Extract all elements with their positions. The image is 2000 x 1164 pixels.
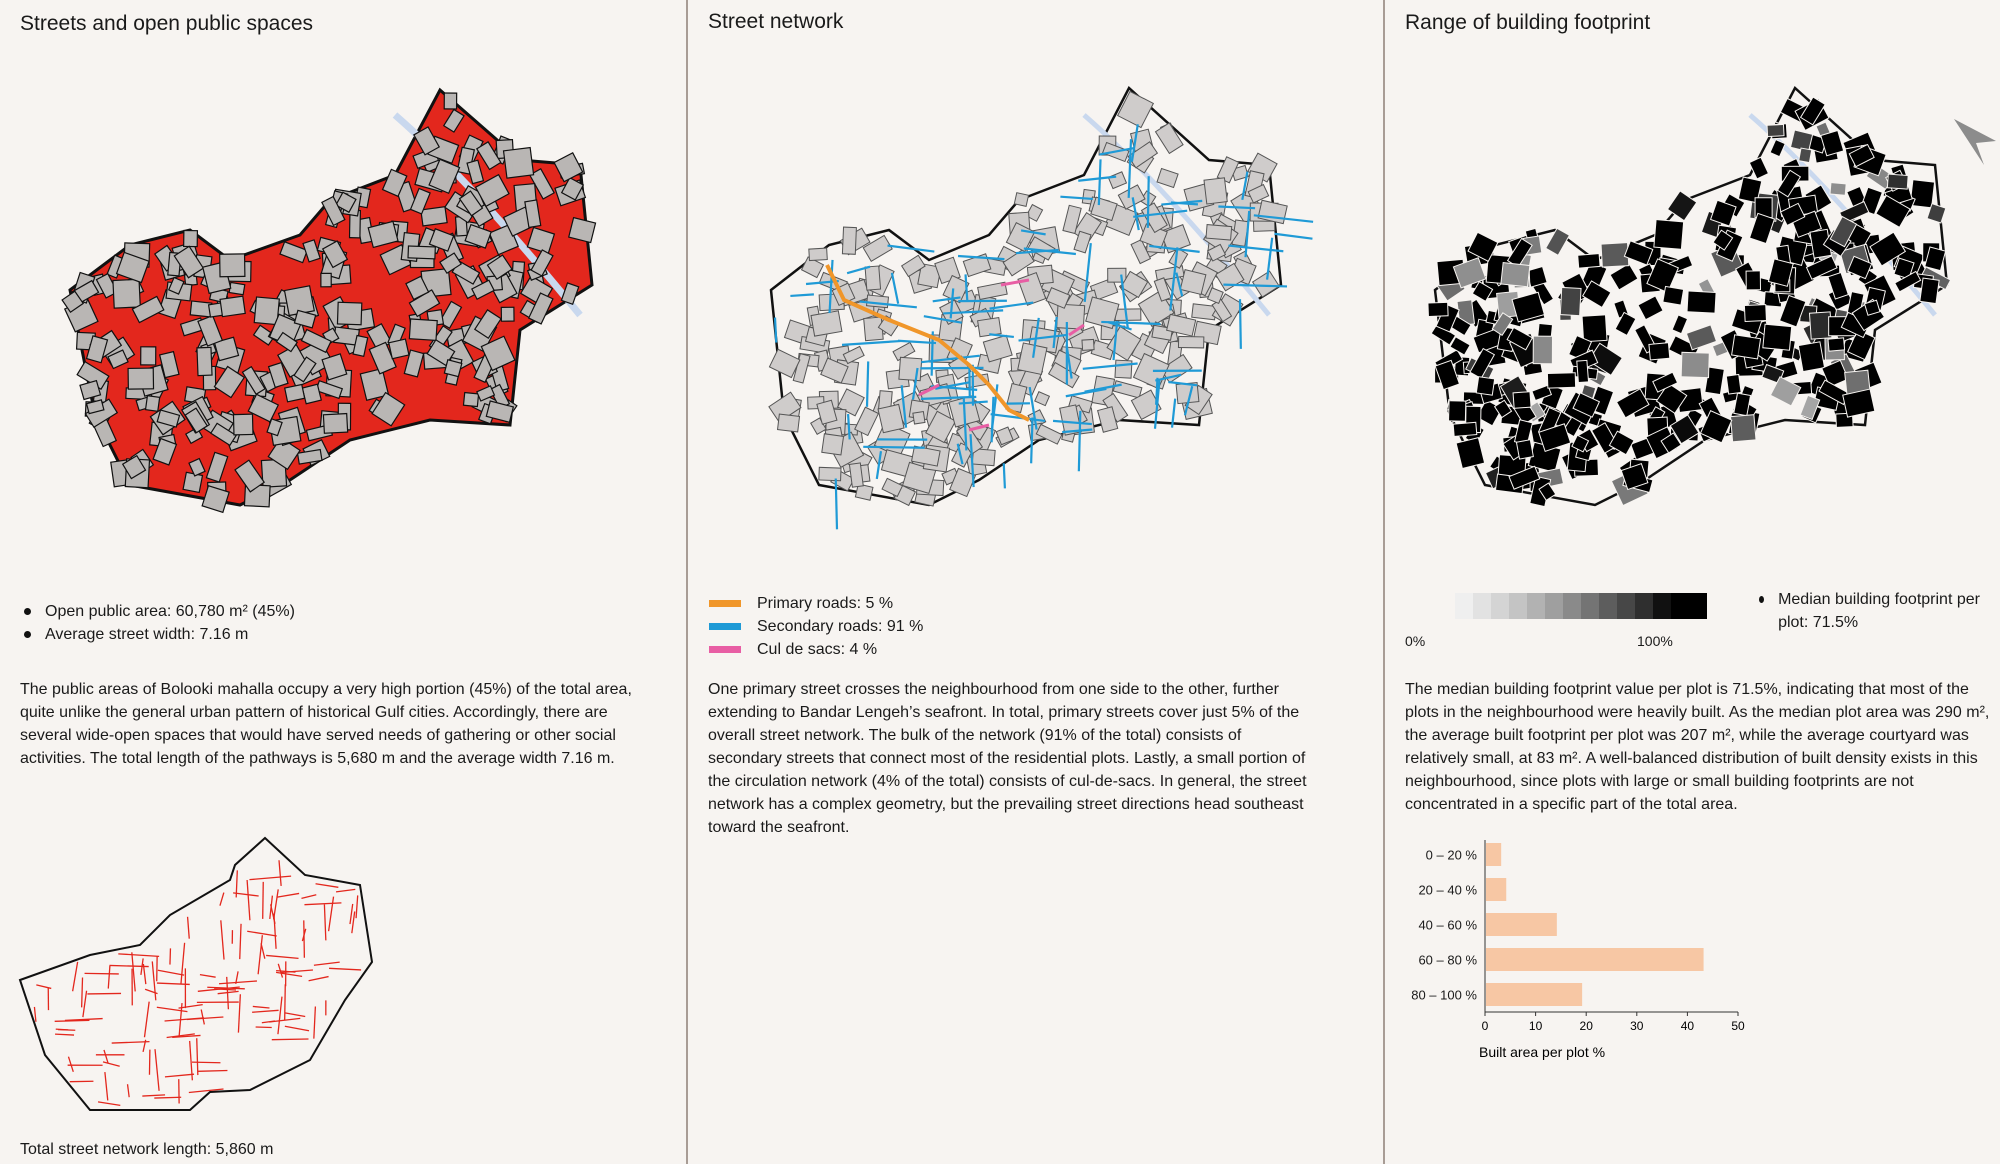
primary-swatch [709,600,741,607]
building-plot [1513,392,1531,409]
building-plot [233,414,252,435]
building-plot [1687,291,1716,313]
building-plot [1115,360,1132,378]
building-plot [220,254,245,277]
streets-description: The public areas of Bolooki mahalla occupy a very high portion (45%) of the total area, quite unlike the general urban pattern of historical Gulf cities. Accordingly, there are several wide-open spaces that would have served needs of gathering or other social activities. The total length of the pathways is 5,680 m and the average width 7.16 m. [20,681,632,767]
building-plot [1649,343,1670,360]
building-plot [190,301,212,317]
x-axis-label: Built area per plot % [1479,1044,1606,1060]
x-tick-label: 30 [1630,1019,1644,1033]
building-plot [1744,305,1766,322]
building-plot [867,295,889,308]
network-legend [709,592,923,661]
panel-title: Streets and open public spaces [20,12,314,35]
footprint-map [1425,80,1965,520]
bar-category-label: 60 – 80 % [1418,952,1477,968]
building-plot [878,404,904,432]
bar-category-label: 0 – 20 % [1425,847,1477,863]
footprint-legend [1755,588,1985,634]
building-plot [183,472,202,492]
street-network-diagram [759,80,1319,520]
building-plot [1082,339,1094,350]
building-plot [1533,336,1552,364]
secondary-road [836,478,837,529]
street-segment [285,984,286,1020]
building-plot [811,311,842,336]
bar-category-label: 20 – 40 % [1418,882,1477,898]
footprint-gradient-scale [1455,593,1707,619]
bar [1486,948,1704,971]
legend-item-primary: Primary roads: 5 % [709,592,923,615]
building-plot [337,302,361,325]
building-plot [809,248,827,260]
building-plot [1731,415,1756,442]
street-segment [304,920,305,957]
street-segment [85,973,119,974]
building-plot [822,434,844,455]
building-plot [1428,302,1448,316]
building-plot [1828,338,1845,351]
street-segment [154,1097,181,1098]
streets-legend [20,600,295,646]
building-plot [1578,254,1600,269]
panel-title: Range of building footprint [1405,11,1651,34]
network-length-caption: Total street network length: 5,860 m [20,1141,274,1158]
building-plot [321,273,331,286]
panel-footprint [1385,0,2000,1164]
building-plot [285,384,305,401]
building-plot [409,319,437,340]
column-divider [686,0,688,1164]
x-tick-label: 40 [1680,1019,1695,1033]
building-plot [463,393,478,407]
building-plot [323,414,347,434]
legend-item-culdesac: Cul de sacs: 4 % [709,638,923,661]
bullet-icon [24,608,31,615]
building-plot [1767,124,1784,136]
building-plot [229,282,245,294]
building-plot [1108,268,1126,282]
building-plot [444,360,461,377]
building-plot [1204,178,1227,204]
panel-streets [0,0,686,1164]
secondary-road [775,318,776,343]
building-plot [1206,225,1232,241]
secondary-road [863,447,924,448]
x-tick-label: 20 [1579,1019,1593,1033]
secondary-road [1031,417,1032,463]
building-plot [504,148,534,179]
building-plot [1726,374,1741,394]
secondary-road [1079,411,1080,471]
building-plot [1799,148,1812,163]
building-plot [1014,193,1028,207]
building-plot [1887,174,1908,189]
building-plot [389,339,409,359]
building-plot [113,279,140,308]
bar-category-label: 80 – 100 % [1411,987,1477,1003]
panel-title: Street network [708,10,844,33]
building-plot [1732,335,1761,359]
building-plot [220,296,245,316]
secondary-road [790,294,814,296]
building-plot [1501,263,1530,287]
building-plot [1178,336,1203,347]
building-plot [302,384,321,403]
building-plot [197,347,212,375]
bar-category-label: 40 – 60 % [1418,917,1477,933]
x-tick-label: 0 [1481,1019,1489,1033]
building-plot [1115,309,1141,321]
street-segment [87,993,121,994]
legend-item-secondary: Secondary roads: 91 % [709,615,923,638]
building-plot [849,463,863,487]
building-plot [1180,270,1206,295]
building-plot [1798,342,1824,372]
building-plot [865,266,880,290]
building-plot [444,93,456,109]
secondary-road [867,361,868,406]
building-plot [1577,360,1589,382]
secondary-road [1148,176,1149,228]
legend-item: Average street width: 7.16 m [20,623,295,646]
legend-item: Median building footprint per plot: 71.5% [1755,588,1985,634]
footprint-bar-chart [1405,838,1745,1060]
building-plot [1547,373,1575,388]
building-plot [421,207,447,226]
scale-min-label: 0% [1405,633,1426,649]
scale-max-label: 100% [1637,633,1673,649]
secondary-swatch [709,623,741,630]
street-segment [272,1039,309,1040]
building-plot [1057,304,1085,329]
culdesac-swatch [709,646,741,653]
street-segment [55,1020,90,1021]
bar [1486,913,1557,936]
building-plot [842,227,856,254]
legend-item: Open public area: 60,780 m² (45%) [20,600,295,623]
building-plot [141,347,156,365]
building-plot [1582,315,1607,342]
building-plot [408,246,435,259]
building-plot [1681,352,1709,377]
building-plot [501,307,514,321]
street-segment [263,882,264,919]
building-plot [1830,183,1846,196]
network-description: One primary street crosses the neighbourhood from one side to the other, further extending to Bandar Lengeh’s seafront. In total, primary streets cover just 5% of the overall street network. The bulk of the network (91% of the total) consists of secondary streets that connect most of the residential plots. Lastly, a small portion of the circulation network (4% of the total) consists of cul-de-sacs. In general, the street network has a complex geometry, but the prevailing street directions head southeast toward the seafront. [708,681,1307,836]
x-tick-label: 50 [1731,1019,1745,1033]
street-segment [192,1062,220,1063]
secondary-road [1274,234,1312,239]
bar [1486,983,1582,1006]
secondary-road [1004,463,1005,488]
bar [1486,843,1501,866]
building-plot [1663,286,1684,305]
bar [1486,878,1506,901]
building-plot [1920,278,1939,303]
building-plot [184,230,198,246]
secondary-road [1240,299,1241,349]
open-space-map [60,80,600,520]
building-plot [254,297,279,325]
building-plot [1449,401,1466,421]
street-segment [56,1029,68,1030]
street-network-map [18,836,378,1120]
building-plot [146,396,160,412]
building-plot [778,414,800,432]
building-plot [1476,377,1494,396]
building-plot [1746,271,1760,290]
panel-network [689,0,1383,1164]
street-segment [170,948,171,964]
building-plot [1253,220,1274,231]
building-plot [1560,287,1581,315]
building-plot [913,412,925,424]
building-plot [1654,220,1684,250]
x-tick-label: 10 [1528,1019,1543,1033]
street-segment [198,1071,227,1072]
footprint-description: The median building footprint value per plot is 71.5%, indicating that most of the plots in the neighbourhood were heavily built. As the median plot area was 290 m², the average built footprint per plot was 207 m², while the average courtyard was relatively small, at 83 m². A well-balanced distribution of built density exists in this neighbourhood, since plots with large or small building footprints are not concentrated in a specific part of the total area. [1405,681,1990,813]
bullet-icon [24,631,31,638]
building-plot [1018,343,1047,375]
building-plot [1453,422,1477,436]
building-plot [128,368,153,389]
bullet-icon [1759,596,1764,603]
street-segment [82,977,83,1007]
street-segment [256,1027,272,1028]
building-plot [1763,324,1792,350]
building-plot [1516,440,1533,459]
building-plot [819,467,841,480]
